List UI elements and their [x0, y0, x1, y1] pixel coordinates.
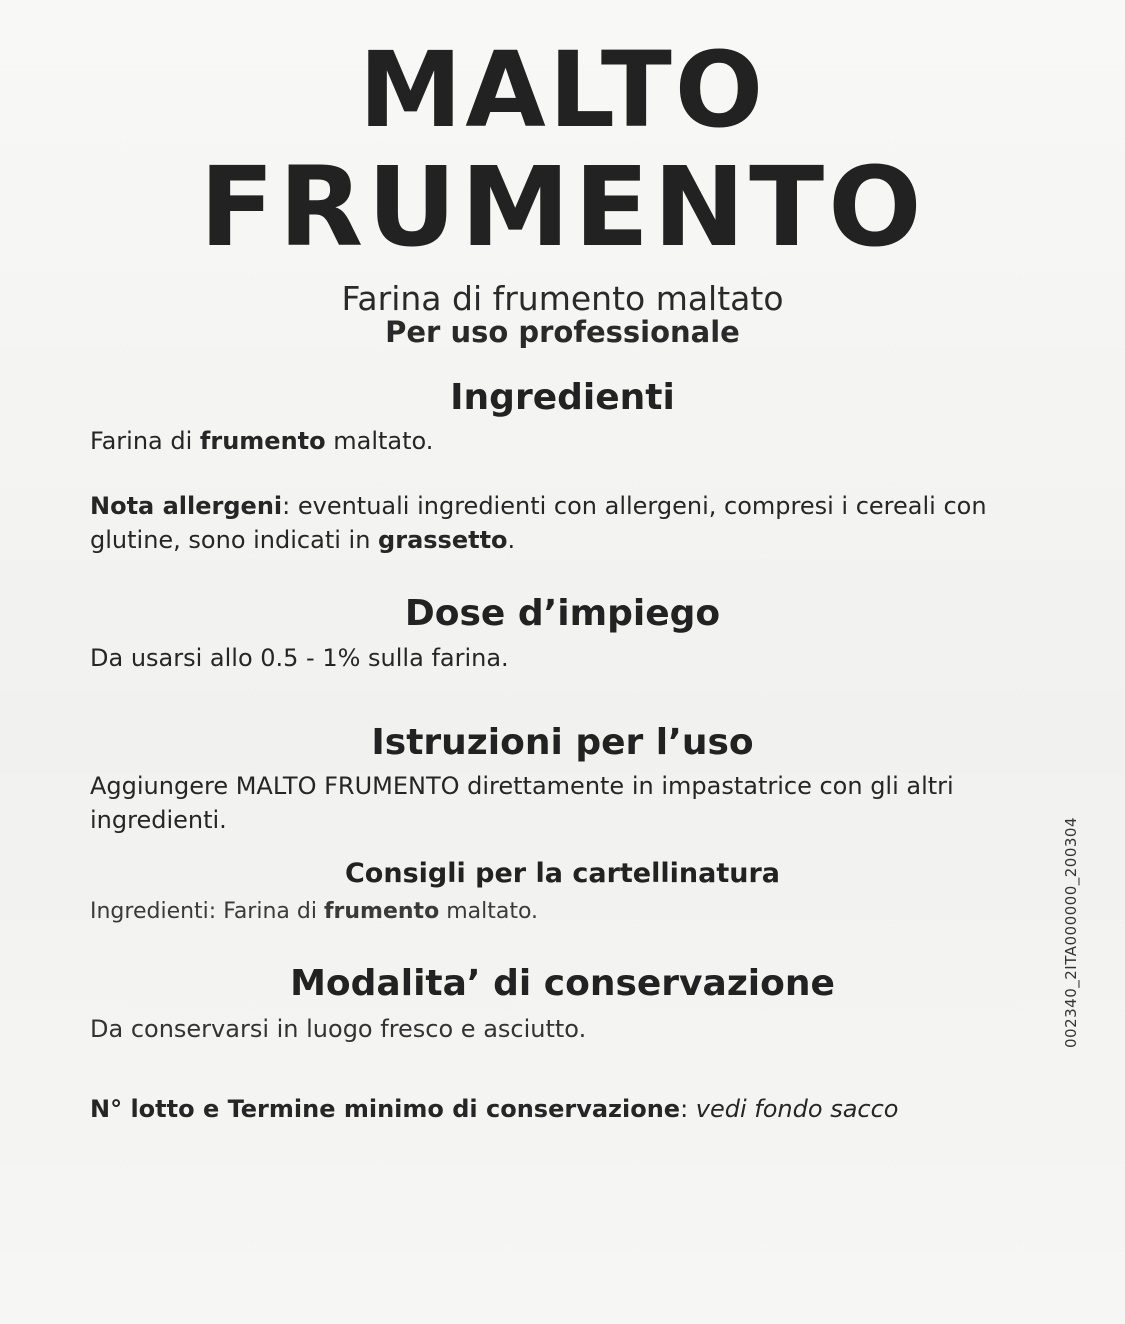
- allergen-note-label: Nota allergeni: [90, 492, 283, 520]
- ingredients-allergen: frumento: [199, 427, 326, 455]
- storage-heading: Modalita’ di conservazione: [290, 963, 835, 1004]
- instructions-heading: Istruzioni per l’uso: [371, 722, 754, 763]
- allergen-note-text: : eventuali ingredienti con allergeni, compresi i cereali con glutine, sono indicati in: [90, 492, 987, 554]
- allergen-note: [90, 489, 1050, 557]
- instructions-text: Aggiungere MALTO FRUMENTO direttamente in impastatrice con gli altri ingredienti.: [90, 772, 954, 834]
- lot-expiry-location: vedi fondo sacco: [695, 1095, 899, 1123]
- labeling-advice-prefix: Ingredienti: Farina di: [90, 899, 324, 924]
- labeling-advice-allergen: frumento: [323, 899, 440, 924]
- lot-expiry-separator: :: [680, 1095, 696, 1123]
- title-line-2: FRUMENTO: [199, 143, 926, 271]
- storage-text: Da conservarsi in luogo fresco e asciutto.: [90, 1015, 587, 1043]
- ingredients-text: [90, 424, 1050, 458]
- allergen-note-end: .: [507, 526, 516, 554]
- lot-expiry-note: [90, 1092, 1050, 1126]
- labeling-advice-heading: Consigli per la cartellinatura: [344, 858, 780, 889]
- ingredients-prefix: Farina di: [90, 427, 200, 455]
- ingredients-suffix: maltato.: [325, 427, 434, 455]
- product-description: Farina di frumento maltato: [341, 279, 784, 318]
- labeling-advice-suffix: maltato.: [439, 899, 539, 924]
- allergen-note-bold: grassetto: [378, 526, 508, 554]
- lot-expiry-label: N° lotto e Termine minimo di conservazione: [90, 1095, 681, 1123]
- dose-text: Da usarsi allo 0.5 - 1% sulla farina.: [90, 644, 509, 672]
- product-code: 002340_2ITA000000_200304: [1062, 816, 1080, 1048]
- title-line-1: MALTO: [358, 29, 767, 151]
- dose-heading: Dose d’impiego: [404, 593, 721, 634]
- ingredients-heading: Ingredienti: [450, 377, 675, 418]
- labeling-advice-text: [90, 895, 1050, 929]
- usage-note: Per uso professionale: [385, 315, 740, 349]
